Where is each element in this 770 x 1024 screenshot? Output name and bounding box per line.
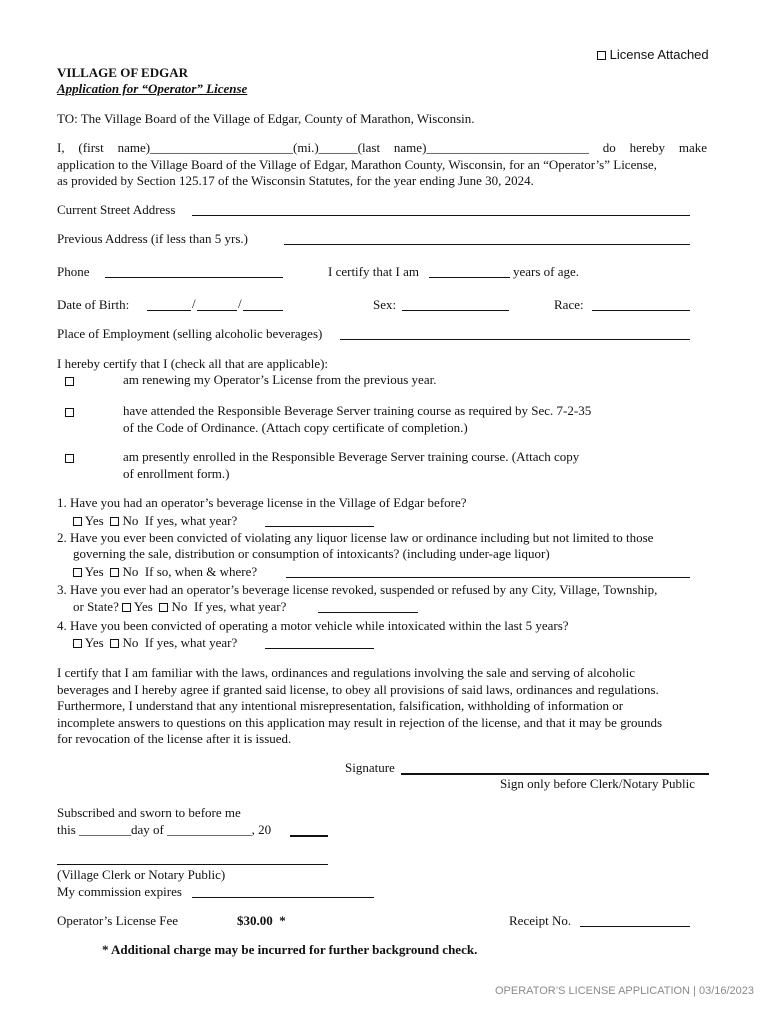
previous-address-label: Previous Address (if less than 5 yrs.) xyxy=(57,231,249,246)
q3-no-label: No xyxy=(171,599,188,614)
q3-follow-label: If yes, what year? xyxy=(193,599,287,614)
certification-paragraph xyxy=(57,665,707,748)
receipt-field[interactable] xyxy=(580,926,690,927)
background-check-footnote: * Additional charge may be incurred for further background check. xyxy=(102,942,478,957)
age-suffix: years of age. xyxy=(513,264,580,279)
dob-year-field[interactable] xyxy=(243,310,283,311)
certification-line-2: beverages and I hereby agree if granted said license, to obey all provisions of said laws, ordinances and regulations. xyxy=(57,681,659,697)
current-address-field[interactable] xyxy=(192,215,690,216)
question-1: 1. Have you had an operator’s beverage license in the Village of Edgar before? xyxy=(57,495,467,510)
applicant-name-line[interactable]: I, (first name)______________________(mi.)______(last name)_________________________ do hereby make xyxy=(57,140,707,155)
q1-no-checkbox[interactable] xyxy=(110,517,119,526)
question-3-line-1: 3. Have you ever had an operator’s beverage license revoked, suspended or refused by any City, Village, Township, xyxy=(57,582,658,597)
q3-yes-checkbox[interactable] xyxy=(122,603,131,612)
q2-yes-checkbox[interactable] xyxy=(73,568,82,577)
training-enrolled-checkbox[interactable] xyxy=(65,454,74,463)
license-attached-label: License Attached xyxy=(609,47,709,62)
q2-no-checkbox[interactable] xyxy=(110,568,119,577)
notary-date-line xyxy=(57,822,271,838)
notary-date-text[interactable]: this ________day of _____________, 20 xyxy=(57,822,272,837)
q3-year-field[interactable] xyxy=(318,612,418,613)
signature-label: Signature xyxy=(345,760,395,775)
q3-no-checkbox[interactable] xyxy=(159,603,168,612)
license-attached-checkbox[interactable] xyxy=(597,51,606,60)
applicant-line-2: application to the Village Board of the Village of Edgar, Marathon County, Wisconsin, for an “Operator’s” License, xyxy=(57,156,657,172)
question-3-answers xyxy=(57,599,286,615)
q2-follow-label: If so, when & where? xyxy=(144,564,258,579)
employment-field[interactable] xyxy=(340,339,690,340)
race-label: Race: xyxy=(554,297,584,312)
question-1-answers xyxy=(57,513,237,529)
q1-yes-checkbox[interactable] xyxy=(73,517,82,526)
phone-label: Phone xyxy=(57,264,90,279)
commission-field[interactable] xyxy=(192,897,374,898)
applicant-paragraph xyxy=(57,140,707,190)
dob-slash-2: / xyxy=(238,296,242,311)
previous-address-field[interactable] xyxy=(284,244,690,245)
q2-no-label: No xyxy=(122,564,139,579)
q1-year-field[interactable] xyxy=(265,526,374,527)
certification-line-4: incomplete answers to questions on this application may result in rejection of the license, and that it may be grounds xyxy=(57,714,663,730)
dob-slash-1: / xyxy=(192,296,196,311)
org-title: VILLAGE OF EDGAR xyxy=(57,65,188,80)
q3-yes-label: Yes xyxy=(133,599,153,614)
clerk-label: (Village Clerk or Notary Public) xyxy=(57,867,226,882)
certification-line-1: I certify that I am familiar with the laws, ordinances and regulations involving the sale and serving of alcoholic xyxy=(57,665,635,680)
training-attended-label-2: of the Code of Ordinance. (Attach copy certificate of completion.) xyxy=(123,420,468,435)
fee-amount xyxy=(237,913,286,929)
q4-yes-checkbox[interactable] xyxy=(73,639,82,648)
training-attended-label-1: have attended the Responsible Beverage Server training course as required by Sec. 7-2-35 xyxy=(123,403,592,418)
phone-field[interactable] xyxy=(105,277,283,278)
question-4: 4. Have you been convicted of operating a motor vehicle while intoxicated within the last 5 years? xyxy=(57,618,569,633)
fee-label: Operator’s License Fee xyxy=(57,913,179,928)
receipt-label: Receipt No. xyxy=(509,913,572,928)
notary-sworn-line: Subscribed and sworn to before me xyxy=(57,805,241,820)
license-attached-checkbox-row xyxy=(597,47,709,62)
question-2-line-1: 2. Have you ever been convicted of violating any liquor license law or ordinance including but not limited to those xyxy=(57,530,654,545)
sex-field[interactable] xyxy=(402,310,509,311)
certification-line-3: Furthermore, I understand that any intentional misrepresentation, falsification, withholding of information or xyxy=(57,698,624,713)
q1-yes-label: Yes xyxy=(84,513,104,528)
signature-note: Sign only before Clerk/Notary Public xyxy=(500,776,695,791)
clerk-signature-field[interactable] xyxy=(57,864,328,865)
training-attended-checkbox[interactable] xyxy=(65,408,74,417)
dob-label: Date of Birth: xyxy=(57,297,130,312)
q2-when-where-field[interactable] xyxy=(286,577,690,578)
applicant-line-3: as provided by Section 125.17 of the Wisconsin Statutes, for the year ending June 30, 2024. xyxy=(57,173,534,188)
age-prefix: I certify that I am xyxy=(328,264,419,279)
employment-label: Place of Employment (selling alcoholic beverages) xyxy=(57,326,323,341)
signature-field[interactable] xyxy=(401,773,709,775)
question-2-answers xyxy=(57,564,257,580)
q4-follow-label: If yes, what year? xyxy=(144,635,238,650)
renewing-checkbox[interactable] xyxy=(65,377,74,386)
to-line: TO: The Village Board of the Village of Edgar, County of Marathon, Wisconsin. xyxy=(57,111,475,126)
page-footer: OPERATOR’S LICENSE APPLICATION | 03/16/2023 xyxy=(495,985,755,997)
training-enrolled-label-2: of enrollment form.) xyxy=(123,466,230,481)
certification-line-5: for revocation of the license after it is issued. xyxy=(57,731,292,746)
certify-intro: I hereby certify that I (check all that are applicable): xyxy=(57,356,329,371)
renewing-label: am renewing my Operator’s License from the previous year. xyxy=(123,372,437,387)
dob-day-field[interactable] xyxy=(197,310,237,311)
q4-no-label: No xyxy=(122,635,139,650)
q1-no-label: No xyxy=(122,513,139,528)
race-field[interactable] xyxy=(592,310,690,311)
question-2-line-2: governing the sale, distribution or consumption of intoxicants? (including under-age liquor) xyxy=(73,546,550,561)
dob-month-field[interactable] xyxy=(147,310,191,311)
commission-label: My commission expires xyxy=(57,884,182,899)
question-3-line-2: or State? xyxy=(73,599,119,614)
form-subtitle: Application for “Operator” License xyxy=(57,81,248,96)
notary-year-field[interactable] xyxy=(290,835,328,837)
age-field[interactable] xyxy=(429,277,510,278)
sex-label: Sex: xyxy=(373,297,397,312)
question-4-answers xyxy=(57,635,237,651)
q4-year-field[interactable] xyxy=(265,648,374,649)
q4-yes-label: Yes xyxy=(84,635,104,650)
q1-follow-label: If yes, what year? xyxy=(144,513,238,528)
fee-asterisk: * xyxy=(279,913,286,928)
fee-amount-value: $30.00 xyxy=(237,913,273,928)
q2-yes-label: Yes xyxy=(84,564,104,579)
training-enrolled-label-1: am presently enrolled in the Responsible Beverage Server training course. (Attach copy xyxy=(123,449,580,464)
current-address-label: Current Street Address xyxy=(57,202,176,217)
q4-no-checkbox[interactable] xyxy=(110,639,119,648)
